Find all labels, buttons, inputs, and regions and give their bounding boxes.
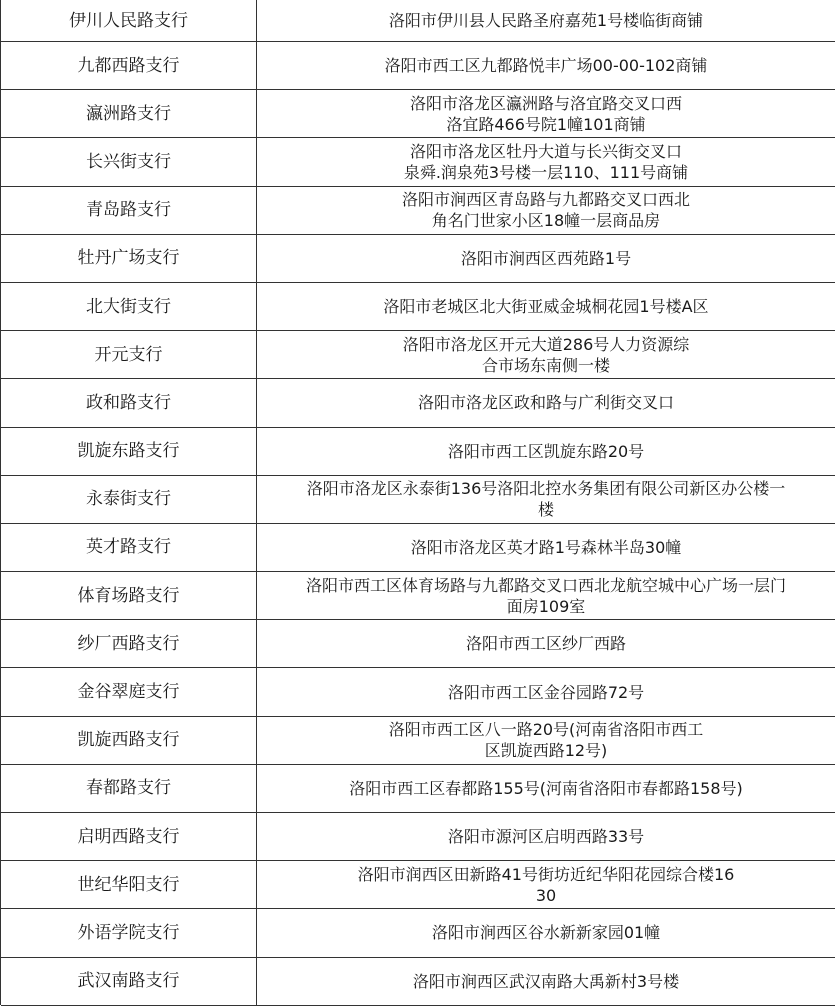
branch-address-cell bbox=[257, 90, 835, 137]
branch-address-line: 合市场东南侧一楼 bbox=[481, 355, 610, 375]
branch-address-line: 洛阳市涧西区谷水新新家园01幢 bbox=[431, 923, 661, 943]
branch-address-line: 洛阳市西工区体育场路与九都路交叉口西北龙航空城中心广场一层门 bbox=[305, 575, 786, 595]
branch-address-line: 洛阳市伊川县人民路圣府嘉苑1号楼临街商铺 bbox=[388, 11, 704, 30]
branch-name-cell bbox=[1, 909, 257, 956]
branch-name-cell bbox=[1, 42, 257, 89]
branch-address-line: 洛宜路466号院1幢101商铺 bbox=[446, 114, 646, 134]
branch-address-line: 洛阳市润西区田新路41号街坊近纪华阳花园综合楼16 bbox=[357, 864, 735, 884]
branch-name: 武汉南路支行 bbox=[77, 971, 180, 992]
branch-name-cell bbox=[1, 283, 257, 330]
branch-name: 伊川人民路支行 bbox=[69, 10, 188, 31]
branch-name: 北大街支行 bbox=[86, 296, 171, 317]
branch-address-cell bbox=[257, 0, 835, 41]
table-row bbox=[1, 42, 835, 90]
branch-name-cell bbox=[1, 428, 257, 475]
branch-name-cell bbox=[1, 524, 257, 571]
table-row bbox=[1, 668, 835, 716]
branch-address-line: 30 bbox=[535, 885, 557, 905]
branch-name-cell bbox=[1, 379, 257, 426]
branch-address-cell bbox=[257, 861, 835, 908]
branch-name-cell bbox=[1, 0, 257, 41]
table-row bbox=[1, 861, 835, 909]
branch-address-line: 洛阳市洛龙区开元大道286号人力资源综 bbox=[402, 334, 690, 354]
branch-name-cell bbox=[1, 235, 257, 282]
branch-name: 英才路支行 bbox=[86, 537, 171, 558]
branch-address-line: 洛阳市西工区春都路155号(河南省洛阳市春都路158号) bbox=[349, 778, 743, 798]
branch-address-line: 区凯旋西路12号) bbox=[484, 741, 608, 761]
branch-address-line: 面房109室 bbox=[506, 596, 586, 616]
branch-address-line: 洛阳市涧西区武汉南路大禹新村3号楼 bbox=[412, 971, 680, 991]
branch-address-cell bbox=[257, 476, 835, 523]
branch-name: 凯旋西路支行 bbox=[77, 730, 180, 751]
table-row bbox=[1, 0, 835, 42]
branch-name: 体育场路支行 bbox=[77, 585, 180, 606]
table-row bbox=[1, 620, 835, 668]
branch-name: 春都路支行 bbox=[86, 778, 171, 799]
branch-name: 牡丹广场支行 bbox=[77, 248, 180, 269]
branch-name-cell bbox=[1, 138, 257, 185]
branch-name: 长兴街支行 bbox=[86, 151, 171, 172]
table-row bbox=[1, 138, 835, 186]
table-row bbox=[1, 283, 835, 331]
branch-address-line: 洛阳市洛龙区英才路1号森林半岛30幢 bbox=[410, 537, 682, 557]
branch-address-line: 洛阳市涧西区西苑路1号 bbox=[460, 248, 632, 268]
table-row bbox=[1, 90, 835, 138]
branch-name-cell bbox=[1, 331, 257, 378]
branch-address-cell bbox=[257, 187, 835, 234]
branch-name-cell bbox=[1, 861, 257, 908]
branch-address-cell bbox=[257, 958, 835, 1005]
branch-address-cell bbox=[257, 331, 835, 378]
branch-name-cell bbox=[1, 668, 257, 715]
table-row bbox=[1, 476, 835, 524]
branch-address-line: 洛阳市西工区纱厂西路 bbox=[465, 634, 626, 654]
branch-address-cell bbox=[257, 813, 835, 860]
branch-address-line: 泉舜.润泉苑3号楼一层110、111号商铺 bbox=[403, 162, 689, 182]
branch-address-cell bbox=[257, 765, 835, 812]
branch-address-cell bbox=[257, 909, 835, 956]
table-row bbox=[1, 572, 835, 620]
branch-name-cell bbox=[1, 813, 257, 860]
branch-address-line: 洛阳市洛龙区永泰街136号洛阳北控水务集团有限公司新区办公楼一 bbox=[306, 479, 786, 499]
branch-name-cell bbox=[1, 717, 257, 764]
branch-address-cell bbox=[257, 138, 835, 185]
branch-name-cell bbox=[1, 572, 257, 619]
branch-name: 瀛洲路支行 bbox=[86, 103, 171, 124]
branch-name: 永泰街支行 bbox=[86, 489, 171, 510]
branch-address-line: 洛阳市洛龙区瀛洲路与洛宜路交叉口西 bbox=[409, 93, 682, 113]
branch-address-cell bbox=[257, 379, 835, 426]
branch-address-line: 洛阳市源河区启明西路33号 bbox=[447, 827, 645, 847]
branch-address-line: 洛阳市洛龙区牡丹大道与长兴街交叉口 bbox=[409, 141, 682, 161]
table-row bbox=[1, 765, 835, 813]
branch-address-line: 洛阳市洛龙区政和路与广利街交叉口 bbox=[417, 393, 674, 413]
branch-name-cell bbox=[1, 187, 257, 234]
branch-address-line: 洛阳市西工区金谷园路72号 bbox=[447, 682, 645, 702]
branch-address-line: 楼 bbox=[537, 500, 554, 520]
table-row bbox=[1, 524, 835, 572]
branch-name: 凯旋东路支行 bbox=[77, 441, 180, 462]
branch-address-line: 角名门世家小区18幢一层商品房 bbox=[431, 211, 661, 231]
branch-name: 金谷翠庭支行 bbox=[77, 682, 180, 703]
branch-address-cell bbox=[257, 572, 835, 619]
branch-name-cell bbox=[1, 476, 257, 523]
branch-name: 青岛路支行 bbox=[86, 200, 171, 221]
table-row bbox=[1, 428, 835, 476]
branch-address-cell bbox=[257, 717, 835, 764]
branch-name-cell bbox=[1, 90, 257, 137]
table-row bbox=[1, 909, 835, 957]
branch-address-cell bbox=[257, 668, 835, 715]
branch-name: 九都西路支行 bbox=[77, 55, 180, 76]
branch-address-line: 洛阳市西工区九都路悦丰广场00-00-102商铺 bbox=[384, 56, 708, 76]
branch-name: 纱厂西路支行 bbox=[77, 633, 180, 654]
branch-name-cell bbox=[1, 958, 257, 1005]
table-row bbox=[1, 813, 835, 861]
branch-address-cell bbox=[257, 524, 835, 571]
table-row bbox=[1, 187, 835, 235]
branch-address-cell bbox=[257, 428, 835, 475]
branch-address-cell bbox=[257, 283, 835, 330]
branch-name: 政和路支行 bbox=[86, 392, 171, 413]
branch-name: 开元支行 bbox=[94, 344, 163, 365]
branch-address-cell bbox=[257, 620, 835, 667]
table-row bbox=[1, 331, 835, 379]
table-row bbox=[1, 958, 835, 1006]
branch-name: 启明西路支行 bbox=[77, 826, 180, 847]
branch-address-cell bbox=[257, 235, 835, 282]
branch-address-line: 洛阳市涧西区青岛路与九都路交叉口西北 bbox=[401, 190, 690, 210]
table-row bbox=[1, 235, 835, 283]
branch-name-cell bbox=[1, 620, 257, 667]
branch-address-line: 洛阳市西工区八一路20号(河南省洛阳市西工 bbox=[388, 720, 704, 740]
branch-address-line: 洛阳市老城区北大街亚威金城桐花园1号楼A区 bbox=[383, 297, 709, 317]
branch-address-line: 洛阳市西工区凯旋东路20号 bbox=[447, 441, 645, 461]
branch-name: 外语学院支行 bbox=[77, 922, 180, 943]
table-row bbox=[1, 379, 835, 427]
branch-name-cell bbox=[1, 765, 257, 812]
branch-address-cell bbox=[257, 42, 835, 89]
branch-name: 世纪华阳支行 bbox=[77, 874, 180, 895]
table-row bbox=[1, 717, 835, 765]
